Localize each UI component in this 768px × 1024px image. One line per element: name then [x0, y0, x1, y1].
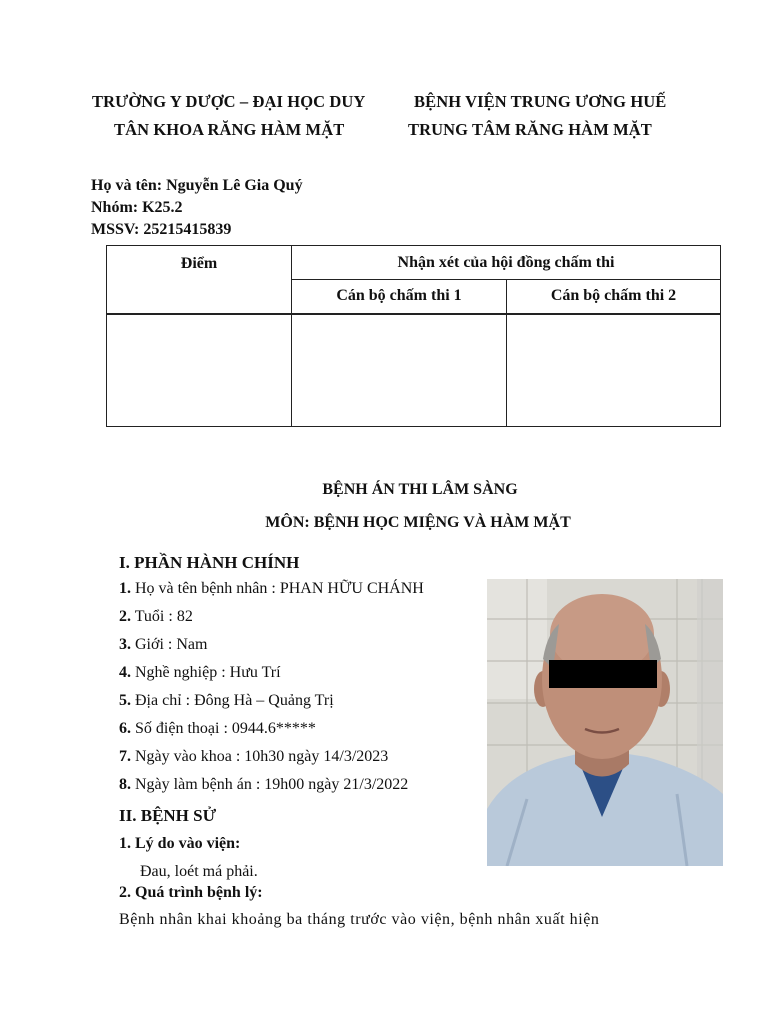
item-number: 3. [119, 636, 131, 653]
item-text: Địa chỉ : Đông Hà – Quảng Trị [131, 692, 334, 709]
patient-address-line [119, 692, 334, 710]
item-text: Họ và tên bệnh nhân : PHAN HỮU CHÁNH [131, 580, 424, 597]
patient-phone-line [119, 720, 316, 738]
item-text: Ngày làm bệnh án : 19h00 ngày 21/3/2022 [131, 776, 409, 793]
reason-text: Đau, loét má phải. [140, 863, 258, 880]
item-text: Nghề nghiệp : Hưu Trí [131, 664, 281, 681]
hospital-name-line2: TRUNG TÂM RĂNG HÀM MẶT [408, 120, 652, 139]
comment-header: Nhận xét của hội đồng chấm thi [292, 246, 721, 280]
student-id: MSSV: 25215415839 [91, 221, 232, 238]
section-history-heading: II. BỆNH SỬ [119, 806, 217, 825]
score-cell[interactable] [107, 314, 292, 427]
reason-label: 1. Lý do vào viện: [119, 835, 241, 852]
patient-occupation-line [119, 664, 281, 682]
patient-gender-line [119, 636, 207, 654]
item-text: Giới : Nam [131, 636, 208, 653]
privacy-censor-bar [549, 660, 657, 688]
item-text: Số điện thoại : 0944.6***** [131, 720, 316, 737]
examiner-1-header: Cán bộ chấm thi 1 [292, 280, 507, 314]
school-name-line1: TRƯỜNG Y DƯỢC – ĐẠI HỌC DUY [92, 92, 366, 111]
examiner-2-header: Cán bộ chấm thi 2 [507, 280, 721, 314]
section-administrative-heading: I. PHẦN HÀNH CHÍNH [119, 553, 300, 572]
item-number: 4. [119, 664, 131, 681]
school-name-line2: TÂN KHOA RĂNG HÀM MẶT [114, 120, 345, 139]
record-date-line [119, 776, 408, 794]
item-number: 5. [119, 692, 131, 709]
item-number: 1. [119, 580, 131, 597]
examiner-1-comment-cell[interactable] [292, 314, 507, 427]
patient-photo [487, 579, 723, 866]
history-label: 2. Quá trình bệnh lý: [119, 884, 263, 901]
item-number: 7. [119, 748, 131, 765]
admission-date-line [119, 748, 388, 766]
item-number: 8. [119, 776, 131, 793]
item-text: Ngày vào khoa : 10h30 ngày 14/3/2023 [131, 748, 389, 765]
score-header: Điểm [107, 246, 292, 314]
item-text: Tuổi : 82 [131, 608, 193, 625]
examiner-2-comment-cell[interactable] [507, 314, 721, 427]
hospital-name-line1: BỆNH VIỆN TRUNG ƯƠNG HUẾ [414, 92, 667, 111]
grading-table [106, 245, 721, 427]
subject-title: MÔN: BỆNH HỌC MIỆNG VÀ HÀM MẶT [265, 514, 571, 531]
record-title: BỆNH ÁN THI LÂM SÀNG [322, 481, 518, 498]
patient-name-line [119, 580, 424, 598]
student-name: Họ và tên: Nguyễn Lê Gia Quý [91, 177, 303, 194]
history-text: Bệnh nhân khai khoảng ba tháng trước vào viện, bệnh nhân xuất hiện [119, 911, 600, 928]
patient-age-line [119, 608, 193, 626]
item-number: 2. [119, 608, 131, 625]
student-group: Nhóm: K25.2 [91, 199, 183, 216]
item-number: 6. [119, 720, 131, 737]
